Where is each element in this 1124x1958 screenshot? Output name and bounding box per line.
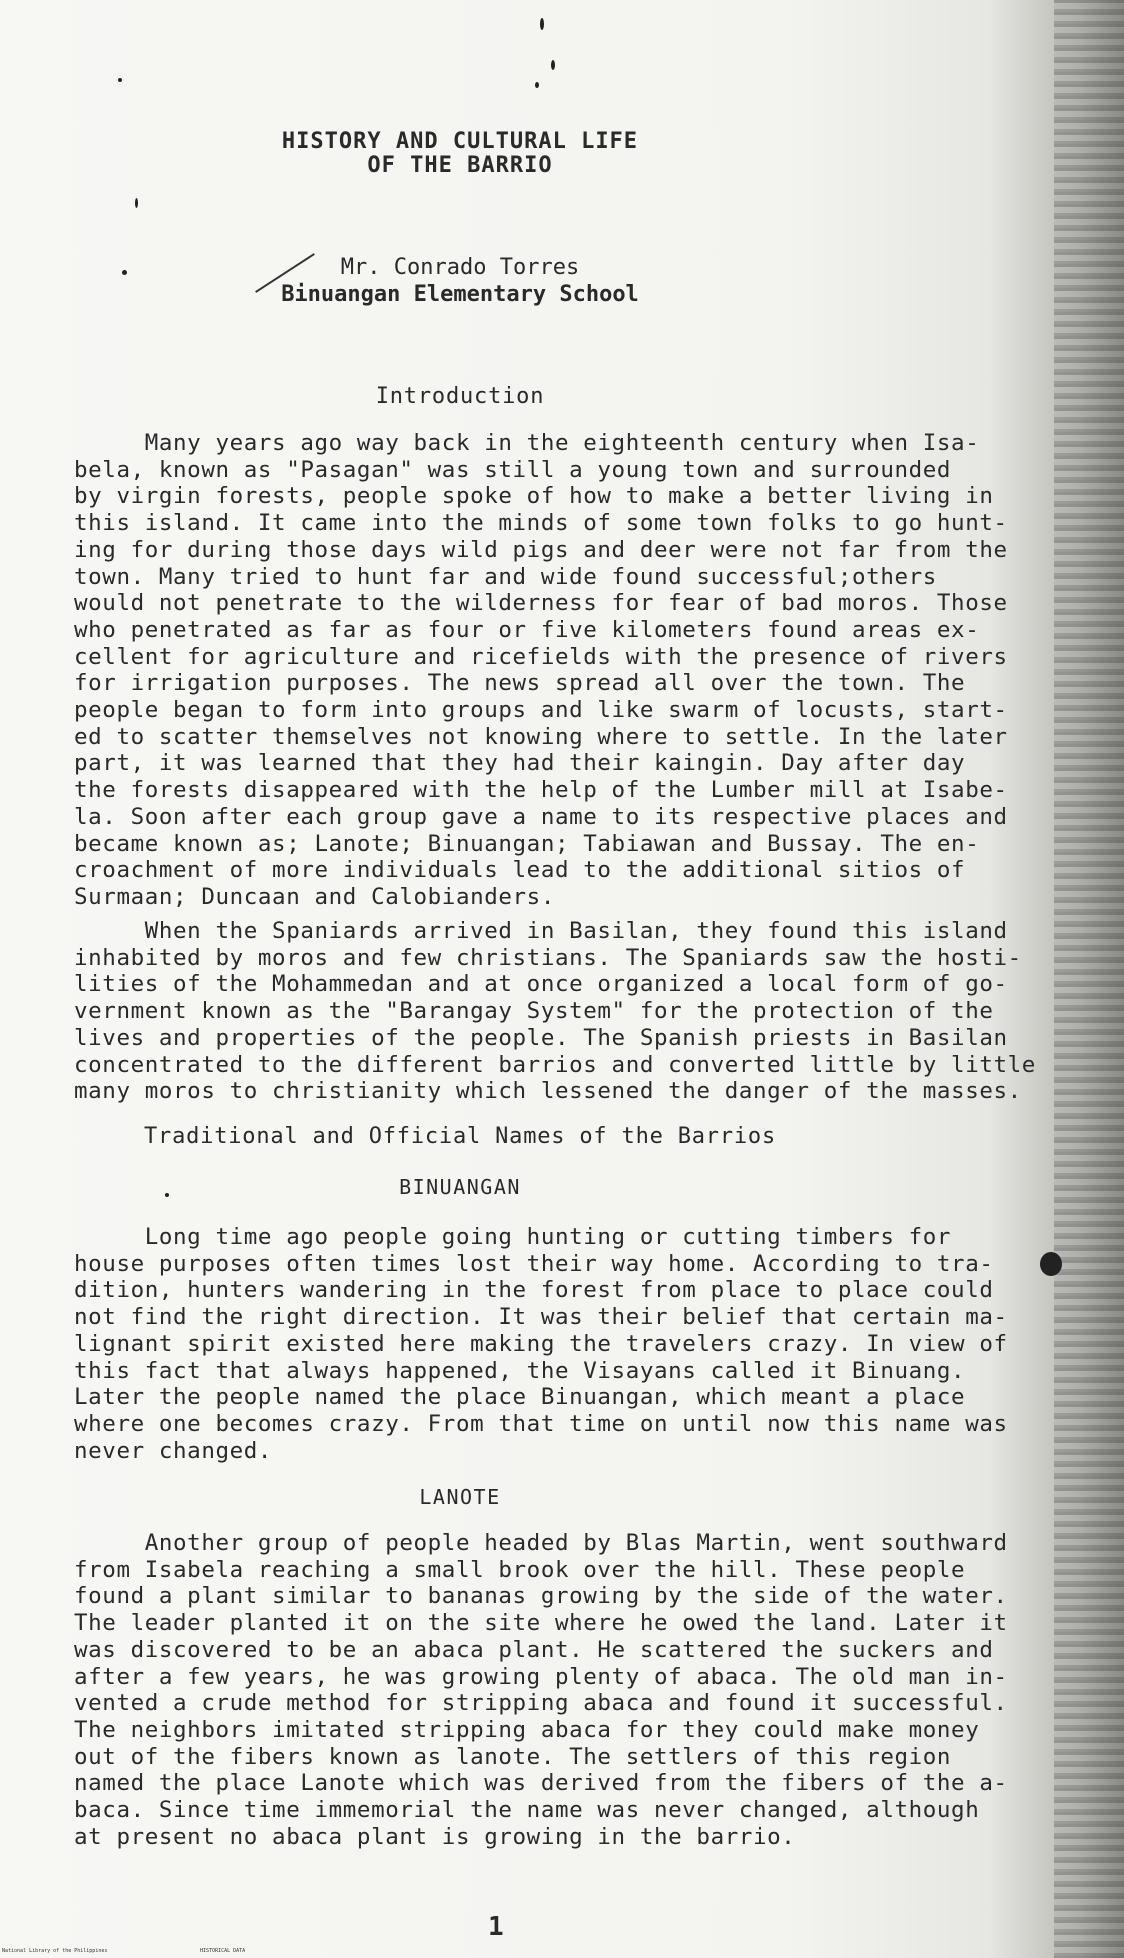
paragraph-line: by virgin forests, people spoke of how to make a better living in	[74, 483, 994, 510]
ink-speck	[551, 60, 555, 70]
lanote-heading: LANOTE	[419, 1485, 501, 1509]
page-number: 1	[488, 1912, 504, 1942]
paragraph-line: When the Spaniards arrived in Basilan, they found this island	[74, 918, 1008, 944]
paragraph-line: after a few years, he was growing plenty of abaca. The old man in-	[74, 1663, 1008, 1690]
paragraph-line: never changed.	[74, 1437, 273, 1464]
paragraph-line: vernment known as the "Barangay System" for the protection of the	[74, 998, 994, 1025]
paragraph-line: Many years ago way back in the eighteenth century when Isa-	[74, 430, 980, 456]
paragraph-line: Surmaan; Duncaan and Calobianders.	[74, 883, 555, 910]
paragraph-line: where one becomes crazy. From that time on until now this name was	[74, 1410, 1008, 1437]
footer-collection-stamp: HISTORICAL DATA	[200, 1948, 246, 1954]
paragraph-line: was discovered to be an abaca plant. He scattered the suckers and	[74, 1636, 994, 1663]
author-name: Mr. Conrado Torres	[340, 255, 580, 280]
names-heading: Traditional and Official Names of the Barrios	[143, 1124, 777, 1149]
school-name: Binuangan Elementary School	[281, 282, 639, 307]
footer-library-stamp: National Library of the Philippines	[2, 1948, 108, 1954]
paragraph-line: who penetrated as far as four or five kilometers found areas ex-	[74, 616, 980, 643]
intro-paragraph-2	[74, 918, 1074, 1105]
binuangan-heading: BINUANGAN	[399, 1175, 521, 1199]
paragraph-line: lignant spirit existed here making the travelers crazy. In view of	[74, 1330, 1008, 1357]
paragraph-line: this fact that always happened, the Visayans called it Binuang.	[74, 1357, 966, 1384]
paragraph-line: house purposes often times lost their way home. According to tra-	[74, 1250, 994, 1277]
paragraph-line: from Isabela reaching a small brook over the hill. These people	[74, 1556, 966, 1583]
intro-heading: Introduction	[375, 384, 545, 409]
paragraph-line: named the place Lanote which was derived from the fibers of the a-	[74, 1770, 1008, 1797]
ink-speck	[118, 78, 122, 82]
paragraph-line: became known as; Lanote; Binuangan; Tabiawan and Bussay. The en-	[74, 830, 980, 857]
paragraph-line: cellent for agriculture and ricefields with the presence of rivers	[74, 643, 1008, 670]
paragraph-line: at present no abaca plant is growing in the barrio.	[74, 1823, 796, 1850]
paragraph-line: Long time ago people going hunting or cutting timbers for	[74, 1224, 952, 1250]
paragraph-line: not find the right direction. It was their belief that certain ma-	[74, 1304, 1008, 1331]
paragraph-line: The neighbors imitated stripping abaca for they could make money	[74, 1716, 980, 1743]
paragraph-line: people began to form into groups and like swarm of locusts, start-	[74, 697, 1008, 724]
document-title	[0, 130, 920, 178]
paragraph-line: concentrated to the different barrios and converted little by little	[74, 1051, 1036, 1078]
paragraph-line: lives and properties of the people. The Spanish priests in Basilan	[74, 1024, 1008, 1051]
paragraph-line: out of the fibers known as lanote. The settlers of this region	[74, 1743, 952, 1770]
paragraph-line: Another group of people headed by Blas Martin, went southward	[74, 1530, 1008, 1556]
lanote-paragraph	[74, 1530, 1074, 1850]
paragraph-line: the forests disappeared with the help of the Lumber mill at Isabe-	[74, 777, 1008, 804]
paragraph-line: baca. Since time immemorial the name was never changed, although	[74, 1797, 980, 1824]
author-block	[0, 254, 920, 308]
title-line-1: HISTORY AND CULTURAL LIFE	[281, 129, 639, 154]
paragraph-line: The leader planted it on the site where he owed the land. Later it	[74, 1610, 1008, 1637]
paragraph-line: dition, hunters wandering in the forest from place to place could	[74, 1277, 994, 1304]
paragraph-line: inhabited by moros and few christians. The Spaniards saw the hosti-	[74, 944, 1022, 971]
paragraph-line: ed to scatter themselves not knowing where to settle. In the later	[74, 723, 1008, 750]
paragraph-line: for irrigation purposes. The news spread all over the town. The	[74, 670, 966, 697]
paragraph-line: la. Soon after each group gave a name to its respective places and	[74, 803, 1008, 830]
binuangan-paragraph	[74, 1224, 1074, 1464]
paragraph-line: bela, known as "Pasagan" was still a young town and surrounded	[74, 456, 952, 483]
paragraph-line: vented a crude method for stripping abaca and found it successful.	[74, 1690, 1008, 1717]
ink-speck	[535, 82, 539, 88]
paragraph-line: croachment of more individuals lead to the additional sitios of	[74, 857, 966, 884]
ink-speck	[135, 198, 138, 208]
paragraph-line: many moros to christianity which lessened the danger of the masses.	[74, 1078, 1022, 1105]
paragraph-line: ing for during those days wild pigs and deer were not far from the	[74, 536, 1008, 563]
paragraph-line: part, it was learned that they had their kaingin. Day after day	[74, 750, 966, 777]
paragraph-line: found a plant similar to bananas growing by the side of the water.	[74, 1583, 1008, 1610]
paragraph-line: would not penetrate to the wilderness for fear of bad moros. Those	[74, 590, 1008, 617]
paragraph-line: town. Many tried to hunt far and wide found successful;others	[74, 563, 937, 590]
paragraph-line: this island. It came into the minds of some town folks to go hunt-	[74, 510, 1008, 537]
paragraph-line: lities of the Mohammedan and at once organized a local form of go-	[74, 971, 1008, 998]
intro-paragraph-1	[74, 430, 1074, 911]
title-line-2: OF THE BARRIO	[367, 153, 553, 178]
paragraph-line: Later the people named the place Binuangan, which meant a place	[74, 1384, 966, 1411]
ink-speck	[540, 18, 544, 30]
